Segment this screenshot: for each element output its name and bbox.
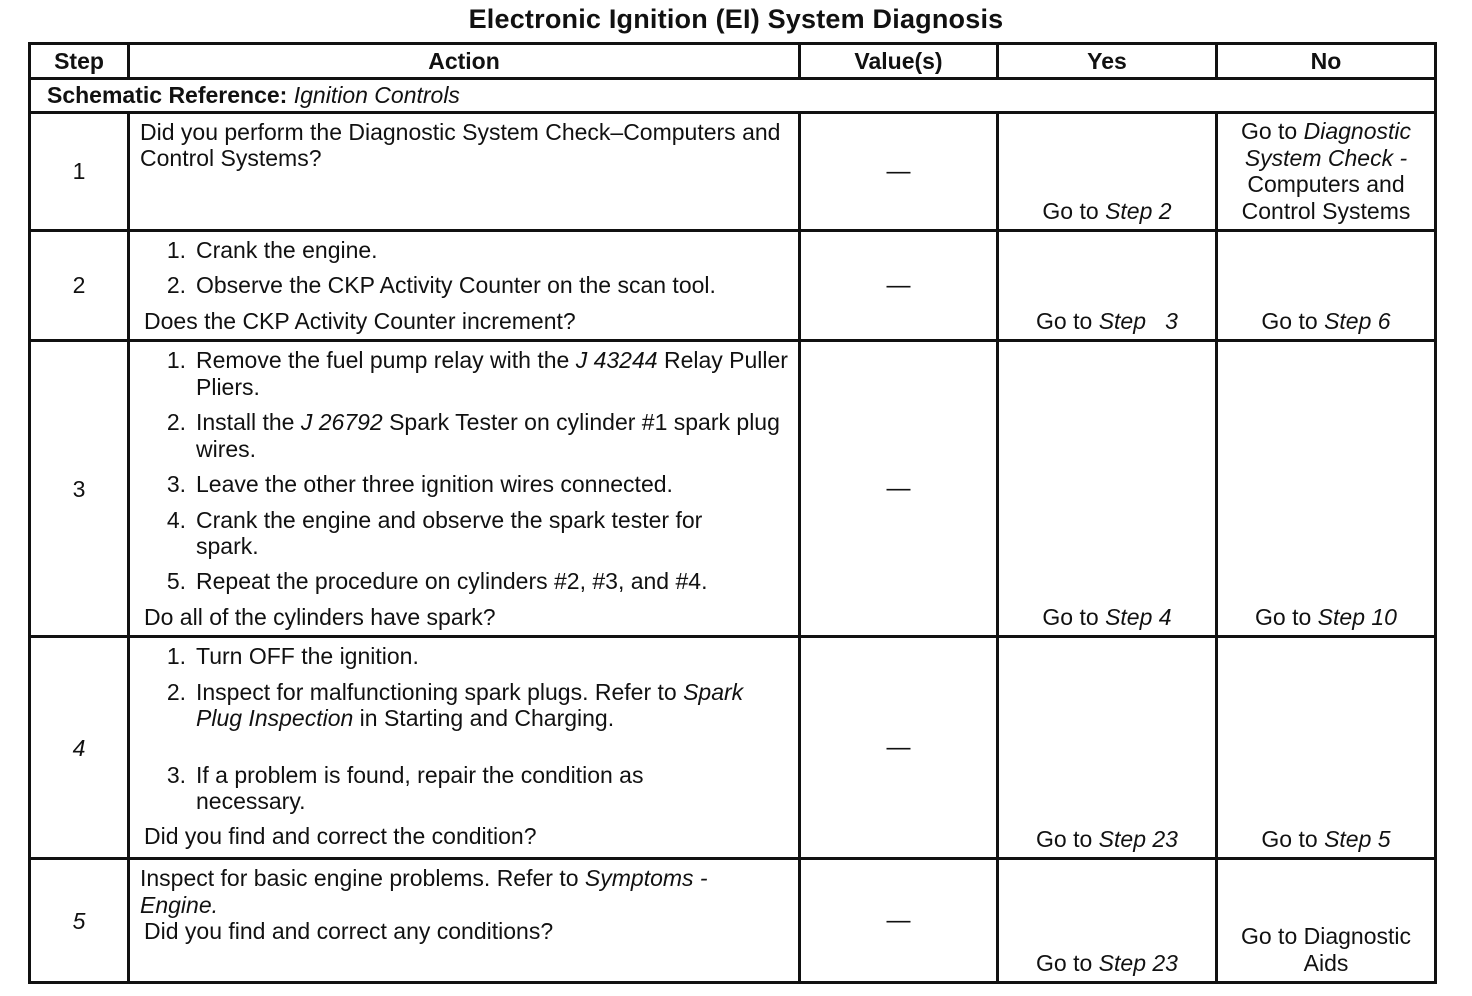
no-prefix: Go to (1240, 118, 1298, 145)
action-question: Did you find and correct any conditions? (144, 918, 554, 945)
action-text: Did you perform the Diagnostic System Check–Computers and Control Systems? (140, 119, 781, 172)
list-item: 1. Crank the engine. (166, 237, 378, 263)
doc-ref: Spark Plug Inspection (196, 678, 744, 732)
tool-ref: J 43244 (575, 347, 658, 374)
yes-cell (998, 341, 1217, 637)
schematic-label: Schematic Reference: (47, 82, 288, 109)
action-list (140, 347, 792, 604)
table-row (30, 341, 1436, 637)
no-cell (1217, 341, 1436, 637)
header-yes: Yes (998, 44, 1217, 79)
header-step: Step (30, 44, 129, 79)
doc-ref: Symptoms - Engine (140, 865, 708, 918)
tool-ref: J 26792 (300, 409, 383, 436)
step-number: 2 (30, 231, 129, 341)
no-suffix: Computers and Control Systems (1241, 171, 1411, 224)
yes-step-link: Step 2 (1105, 197, 1172, 224)
list-item: 2. Install the J 26792 Spark Tester on cylinder #1 spark plug wires. (166, 409, 780, 462)
list-item: 2. Inspect for malfunctioning spark plugs. Refer to Spark Plug Inspection in Starting and Charging. (166, 678, 744, 732)
action-cell (129, 859, 800, 983)
header-action: Action (129, 44, 800, 79)
list-item: 5. Repeat the procedure on cylinders #2, #3, and #4. (166, 568, 708, 595)
table-row (30, 859, 1436, 983)
action-cell (129, 637, 800, 859)
no-cell (1217, 859, 1436, 983)
schematic-row (30, 79, 1436, 113)
step-number: 1 (30, 113, 129, 231)
schematic-reference (30, 79, 1436, 113)
yes-prefix: Go to (1036, 307, 1093, 334)
no-ref-link: Diagnostic System Check - (1244, 118, 1412, 171)
list-item: 3. Leave the other three ignition wires connected. (166, 471, 673, 498)
header-no: No (1217, 44, 1436, 79)
yes-prefix: Go to (1036, 949, 1093, 976)
action-question: Did you find and correct the condition? (144, 823, 537, 850)
action-text: Inspect for basic engine problems. Refer to Symptoms - Engine. (140, 865, 708, 918)
step-number: 3 (30, 341, 129, 637)
diagnosis-table (28, 42, 1437, 984)
yes-step-link: Step 23 (1098, 825, 1178, 852)
no-step-link: Step 5 (1324, 825, 1391, 852)
list-item: 1. Remove the fuel pump relay with the J 43244 Relay Puller Pliers. (166, 347, 788, 400)
yes-step-link: Step 23 (1098, 949, 1178, 976)
header-values: Value(s) (800, 44, 998, 79)
step-number: 5 (30, 859, 129, 983)
action-question: Do all of the cylinders have spark? (144, 603, 496, 630)
schematic-link: Ignition Controls (293, 82, 460, 109)
header-row (30, 44, 1436, 79)
no-prefix: Go to (1261, 825, 1318, 852)
no-prefix: Go to (1261, 307, 1318, 334)
no-prefix: Go to (1255, 603, 1312, 630)
list-item: 3. If a problem is found, repair the condition as necessary. (166, 761, 644, 814)
table-row (30, 113, 1436, 231)
no-step-link: Step 10 (1317, 603, 1397, 630)
yes-prefix: Go to (1042, 197, 1099, 224)
value-cell: — (800, 341, 998, 637)
no-step-link: Step 6 (1324, 307, 1391, 334)
action-list (140, 237, 792, 308)
list-item: 1. Turn OFF the ignition. (166, 643, 419, 670)
list-item: 4. Crank the engine and observe the spark tester for spark. (166, 506, 703, 559)
action-cell (129, 113, 800, 231)
yes-cell (998, 859, 1217, 983)
step-number: 4 (30, 637, 129, 859)
yes-step-link: Step 3 (1098, 307, 1178, 334)
yes-cell (998, 231, 1217, 341)
no-cell (1217, 637, 1436, 859)
yes-prefix: Go to (1042, 603, 1099, 630)
action-list (140, 643, 792, 823)
yes-prefix: Go to (1036, 825, 1093, 852)
value-cell: — (800, 637, 998, 859)
value-cell: — (800, 113, 998, 231)
page-title: Electronic Ignition (EI) System Diagnosis (468, 4, 1004, 34)
no-text: Go to Diagnostic Aids (1240, 923, 1412, 976)
table-row (30, 637, 1436, 859)
action-question: Does the CKP Activity Counter increment? (144, 307, 576, 334)
list-item: 2. Observe the CKP Activity Counter on the scan tool. (166, 272, 716, 299)
action-cell (129, 341, 800, 637)
yes-cell (998, 113, 1217, 231)
table-row (30, 231, 1436, 341)
yes-step-link: Step 4 (1105, 603, 1172, 630)
value-cell: — (800, 231, 998, 341)
no-cell (1217, 113, 1436, 231)
yes-cell (998, 637, 1217, 859)
no-cell (1217, 231, 1436, 341)
value-cell: — (800, 859, 998, 983)
action-cell (129, 231, 800, 341)
